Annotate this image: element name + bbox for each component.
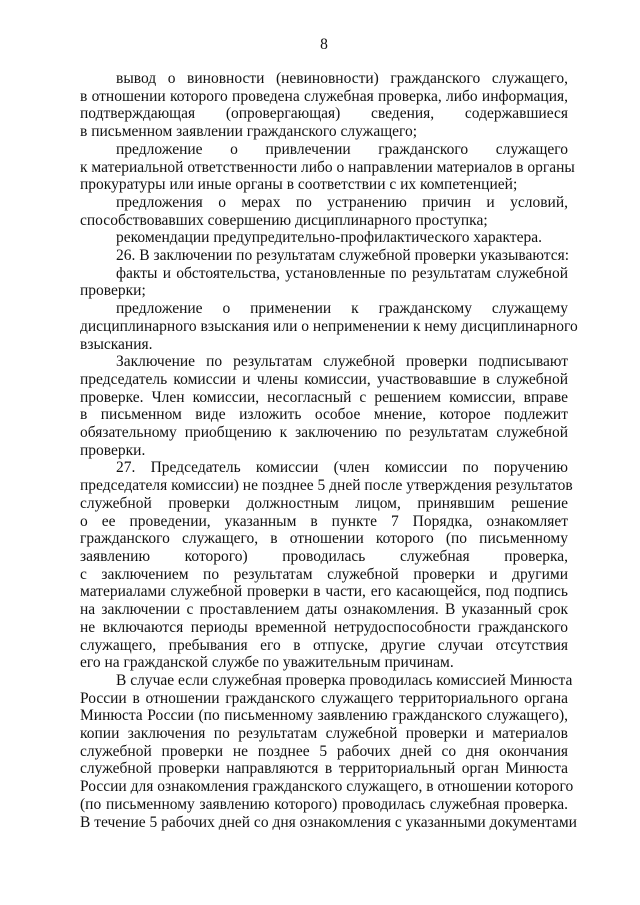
text-line: взыскания. [80, 335, 153, 353]
text-line: служащего, пребывания его в отпуске, другие случаи отсутствия [80, 636, 568, 654]
text-line: проверке. Член комиссии, несогласный с решением комиссии, вправе [80, 388, 568, 406]
text-line: В случае если служебная проверка проводилась комиссией Минюста [116, 671, 573, 689]
text-line: к материальной ответственности либо о направлении материалов в органы [80, 158, 575, 176]
text-line: с заключением по результатам служебной проверки и другими [80, 565, 568, 583]
text-line: гражданского служащего, в отношении которого (по письменному [80, 530, 568, 548]
text-line: его на гражданской службе по уважительным причинам. [80, 654, 454, 672]
text-line: обязательному приобщению к заключению по результатам служебной [80, 424, 568, 442]
text-line: проверки. [80, 441, 146, 459]
text-line: прокуратуры или иные органы в соответствии с их компетенцией; [80, 176, 518, 194]
text-line: проверки; [80, 282, 146, 300]
page-number: 8 [320, 36, 328, 53]
text-line: факты и обстоятельства, установленные по результатам служебной [116, 264, 568, 282]
text-line: 27. Председатель комиссии (член комиссии по поручению [116, 459, 568, 477]
text-line: материалами служебной проверки в части, его касающейся, под подпись [80, 583, 568, 601]
text-line: вывод о виновности (невиновности) гражданского служащего, [116, 70, 568, 87]
text-line: предложение о применении к гражданскому служащему [116, 300, 568, 318]
text-line: 26. В заключении по результатам служебной проверки указываются: [116, 247, 570, 265]
text-line: (по письменному заявлению которого) проводилась служебная проверка. [80, 795, 568, 813]
text-line: служебной проверки должностным лицом, принявшим решение [80, 494, 568, 512]
text-line: заявлению которого) проводилась служебная проверка, [80, 547, 568, 565]
document-body [80, 70, 578, 831]
text-line: предложения о мерах по устранению причин и условий, [116, 193, 568, 211]
text-line: Заключение по результатам служебной проверки подписывают [116, 353, 568, 371]
text-line: копии заключения по результатам служебной проверки и материалов [80, 725, 568, 743]
text-line: председателя комиссии) не позднее 5 дней после утверждения результатов [80, 477, 573, 495]
text-line: не включаются периоды временной нетрудоспособности гражданского [80, 618, 568, 636]
text-line: В течение 5 рабочих дней со дня ознакомления с указанными документами [80, 813, 577, 831]
text-line: России для ознакомления гражданского служащего, в отношении которого [80, 778, 574, 796]
text-line: в отношении которого проведена служебная проверка, либо информация, [80, 87, 568, 105]
text-line: способствовавших совершению дисциплинарного проступка; [80, 211, 488, 229]
text-line: рекомендации предупредительно-профилактического характера. [116, 229, 542, 247]
text-line: России в отношении гражданского служащего территориального органа [80, 689, 568, 707]
text-line: Минюста России (по письменному заявлению гражданского служащего), [80, 707, 568, 725]
text-line: предложение о привлечении гражданского служащего [116, 140, 568, 158]
text-line: председатель комиссии и члены комиссии, участвовавшие в служебной [80, 370, 568, 388]
text-line: подтверждающая (опровергающая) сведения, содержавшиеся [80, 105, 568, 123]
text-line: служебной проверки не позднее 5 рабочих дней со дня окончания [80, 742, 568, 760]
text-line: о ее проведении, указанным в пункте 7 Порядка, ознакомляет [80, 512, 568, 530]
text-line: дисциплинарного взыскания или о неприменении к нему дисциплинарного [80, 317, 578, 335]
text-line: в письменном виде изложить особое мнение, которое подлежит [80, 406, 568, 424]
text-line: на заключении с проставлением даты ознакомления. В указанный срок [80, 601, 568, 619]
text-line: в письменном заявлении гражданского служащего; [80, 123, 418, 141]
text-line: служебной проверки направляются в территориальный орган Минюста [80, 760, 568, 778]
